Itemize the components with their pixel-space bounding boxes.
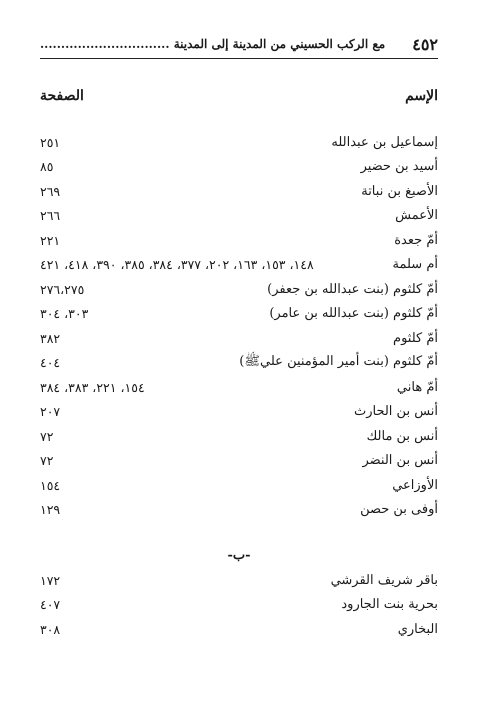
entry-name: باقر شريف القرشي — [330, 572, 438, 588]
entry-pages: ١٥٤ — [40, 477, 61, 493]
entry-pages: ١٧٢ — [40, 572, 61, 588]
entry-name: البخاري — [397, 621, 438, 637]
entry-name: بحرية بنت الجارود — [341, 597, 438, 613]
entry-pages: ٢٥١ — [40, 134, 61, 150]
entry-pages: ٢٧٦،٢٧٥ — [40, 281, 85, 297]
index-entry — [40, 302, 438, 327]
index-entry — [40, 568, 438, 593]
index-entry — [40, 130, 438, 155]
index-list-b — [40, 568, 438, 642]
entry-name: الأصبغ بن نباتة — [361, 183, 438, 199]
entry-name: أنس بن مالك — [366, 428, 438, 444]
entry-pages: ٧٢ — [40, 453, 54, 469]
entry-pages: ٢٠٧ — [40, 404, 61, 420]
entry-pages: ١٤٨، ١٥٣، ١٦٣، ٢٠٢، ٣٧٧، ٣٨٤، ٣٨٥، ٣٩٠، ٤١٨، ٤٢١ — [40, 257, 314, 273]
entry-name: أمّ كلثوم (بنت أمير المؤمنين عليﷺ) — [239, 354, 438, 370]
column-headers — [40, 88, 438, 108]
running-header — [40, 30, 438, 59]
entry-pages: ٢٢١ — [40, 232, 61, 248]
index-entry — [40, 204, 438, 229]
entry-name: الأعمش — [395, 208, 438, 224]
index-entry — [40, 473, 438, 498]
entry-name: أنس بن النضر — [362, 453, 438, 469]
entry-name: الأوزاعي — [392, 477, 438, 493]
index-entry — [40, 253, 438, 278]
entry-pages: ١٥٤، ٢٢١، ٣٨٣، ٣٨٤ — [40, 379, 145, 395]
entry-pages: ٣٠٨ — [40, 621, 61, 637]
entry-name: أمّ كلثوم — [393, 330, 438, 346]
index-entry — [40, 228, 438, 253]
entry-name: أنس بن الحارث — [353, 404, 438, 420]
index-entry — [40, 498, 438, 523]
entry-pages: ١٢٩ — [40, 502, 61, 518]
page-column-header: الصفحة — [40, 88, 84, 104]
entry-name: أم سلمة — [392, 257, 438, 273]
index-entry — [40, 375, 438, 400]
entry-name: أمّ جعدة — [394, 232, 438, 248]
index-entry — [40, 617, 438, 642]
index-entry — [40, 424, 438, 449]
entry-pages: ٨٥ — [40, 159, 54, 175]
index-entry — [40, 155, 438, 180]
index-entry — [40, 277, 438, 302]
entry-name: أسيد بن حضير — [360, 159, 438, 175]
index-entry — [40, 326, 438, 351]
index-entry — [40, 179, 438, 204]
entry-pages: ٤٠٤ — [40, 355, 61, 371]
entry-name: أوفى بن حصن — [360, 502, 438, 518]
entry-name: إسماعيل بن عبدالله — [331, 134, 438, 150]
name-column-header: الإسم — [405, 88, 438, 104]
entry-pages: ٧٢ — [40, 428, 54, 444]
entry-pages: ٢٦٦ — [40, 208, 61, 224]
index-entry — [40, 449, 438, 474]
entry-pages: ٢٦٩ — [40, 183, 61, 199]
index-list — [40, 130, 438, 522]
index-entry — [40, 351, 438, 376]
index-entry — [40, 593, 438, 618]
entry-pages: ٣٠٣، ٣٠٤ — [40, 306, 89, 322]
entry-name: أمّ هاني — [396, 379, 438, 395]
section-letter-heading: -ب- — [227, 548, 251, 563]
entry-pages: ٤٠٧ — [40, 597, 61, 613]
running-title: مع الركب الحسيني من المدينة إلى المدينة ............................... — [40, 37, 386, 51]
entry-name: أمّ كلثوم (بنت عبدالله بن جعفر) — [267, 281, 438, 297]
entry-pages: ٣٨٢ — [40, 330, 61, 346]
page-number: ٤٥٢ — [412, 34, 438, 54]
index-entry — [40, 400, 438, 425]
entry-name: أمّ كلثوم (بنت عبدالله بن عامر) — [269, 306, 438, 322]
